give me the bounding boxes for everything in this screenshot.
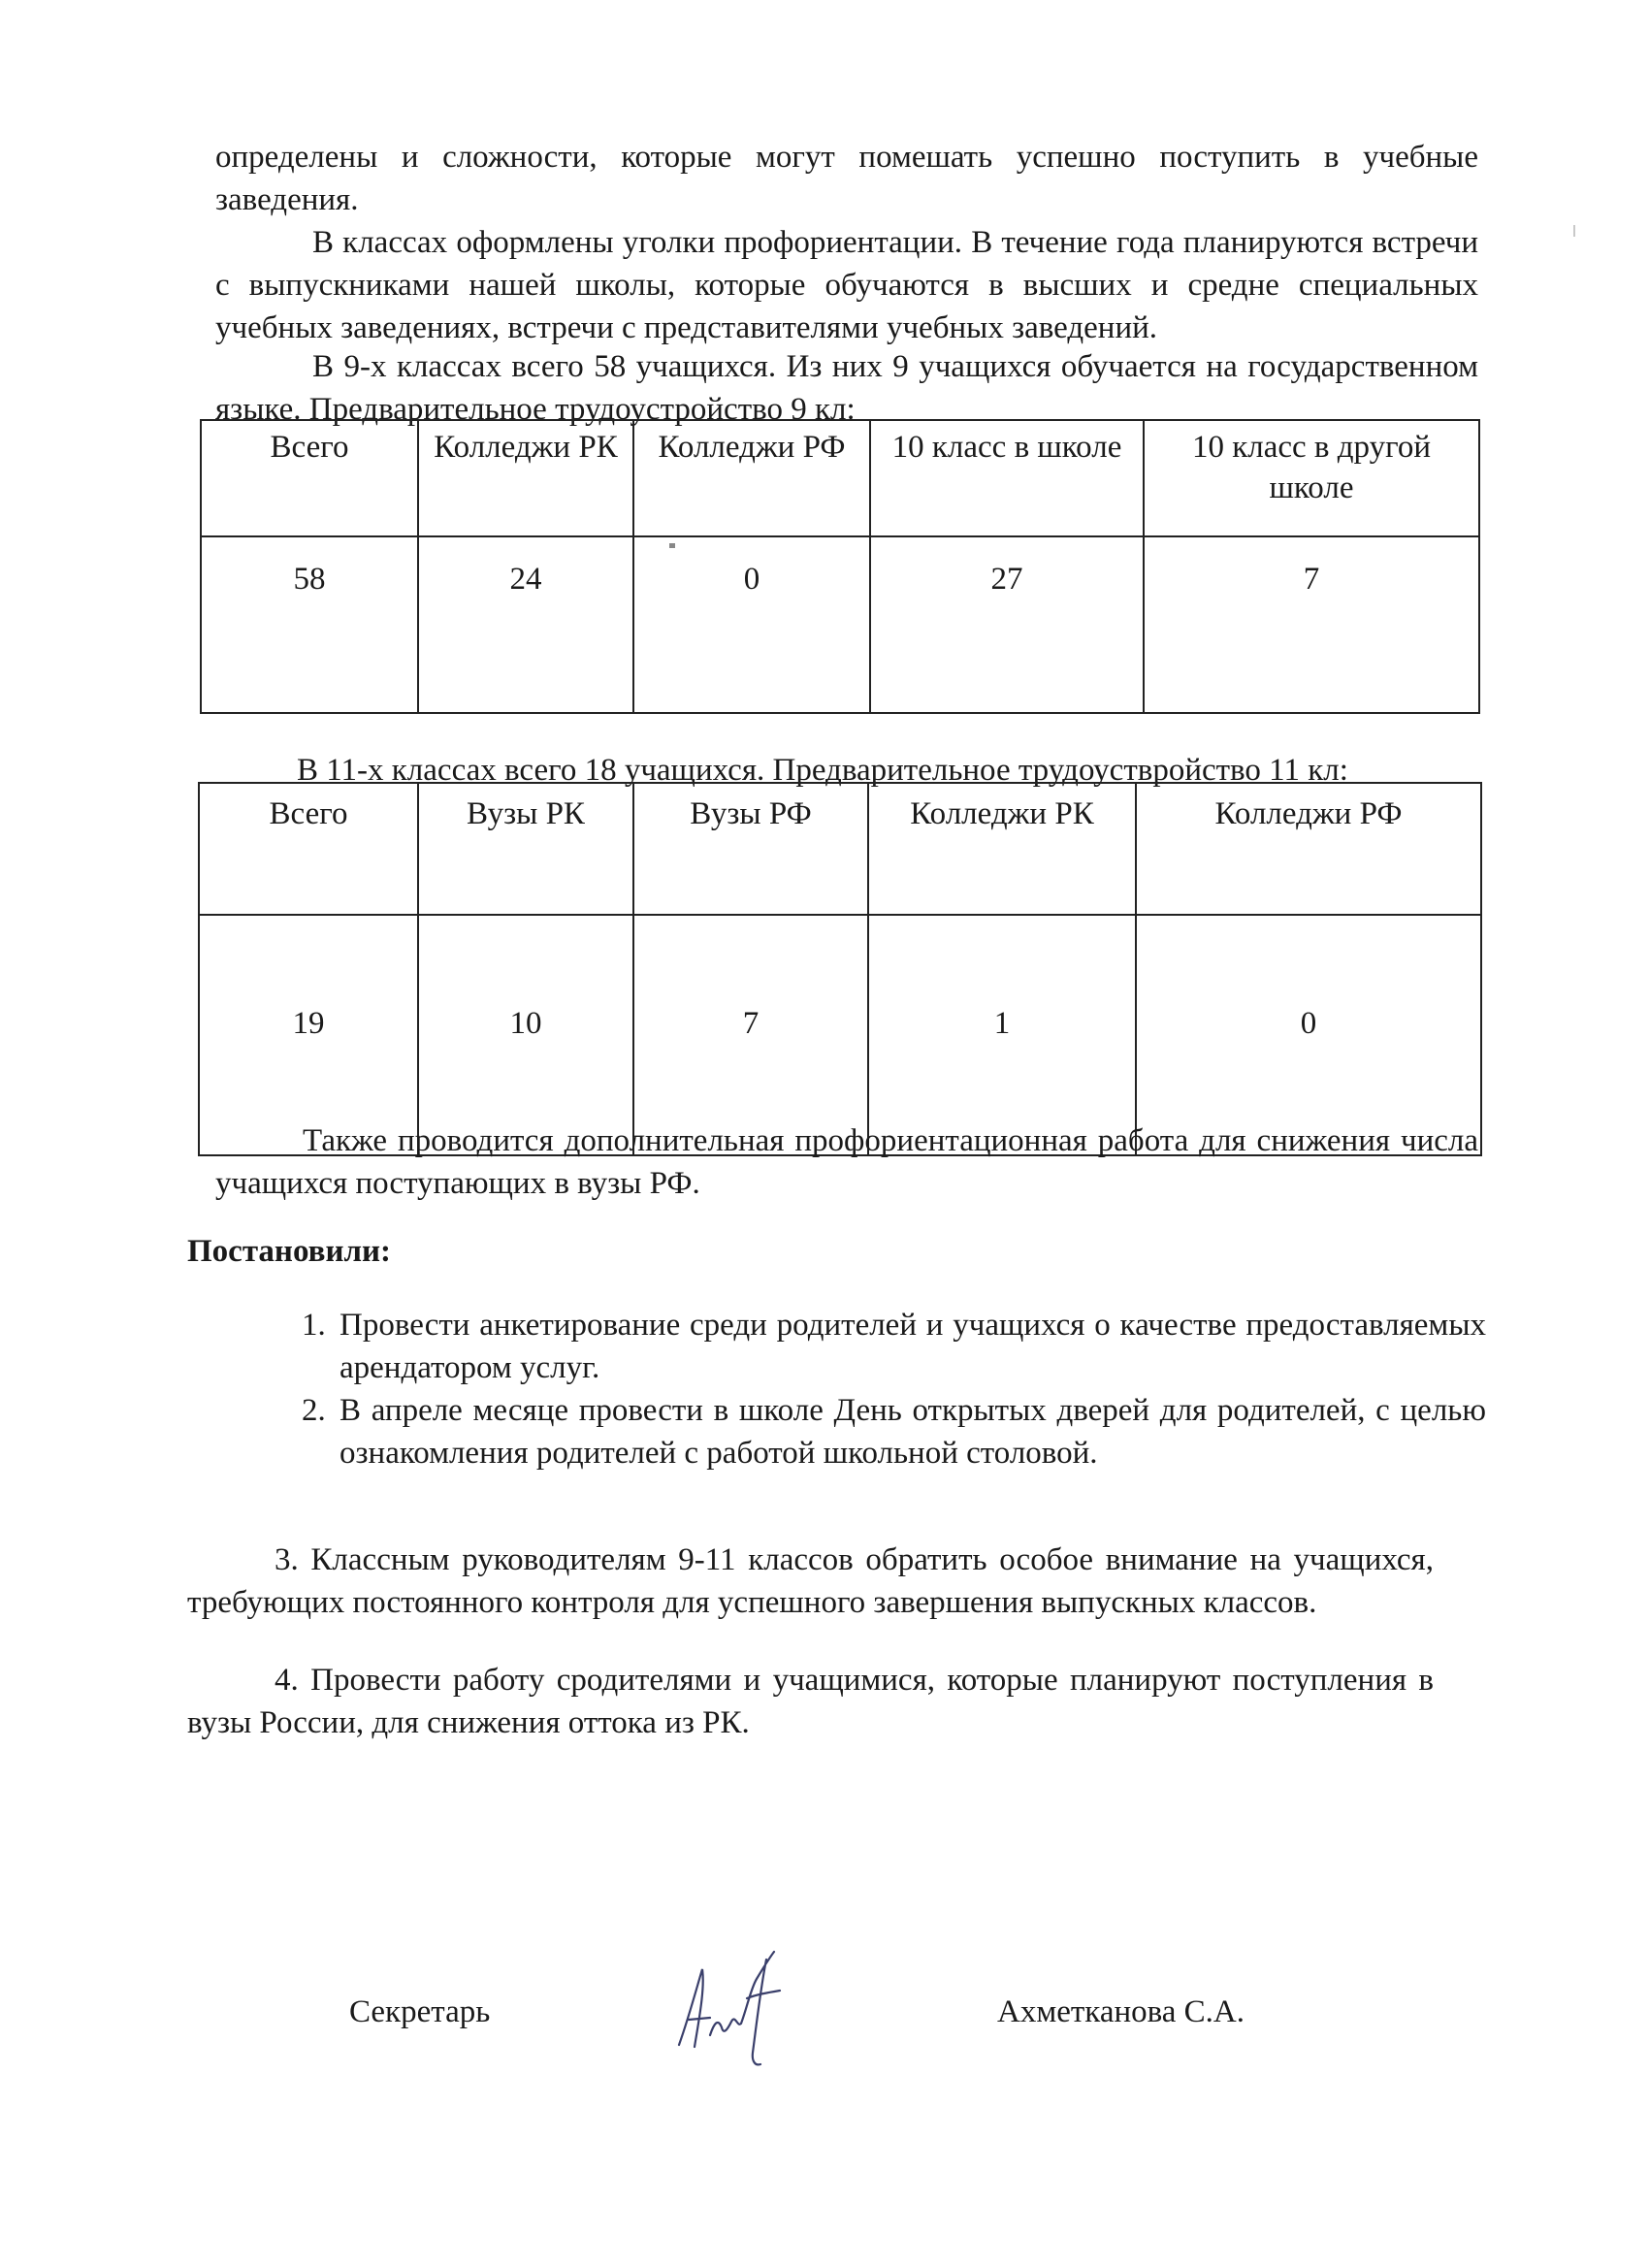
header-cell: Всего: [199, 783, 418, 915]
table-row: [201, 536, 1479, 713]
header-cell: Вузы РФ: [633, 783, 868, 915]
handwritten-signature: [660, 1930, 815, 2076]
grade11-placement-table: [198, 782, 1482, 1156]
value-cell: 24: [418, 536, 633, 713]
header-cell: Всего: [201, 420, 418, 536]
grade9-placement-table: [200, 419, 1480, 714]
paragraph-difficulties: определены и сложности, которые могут помешать успешно поступить в учебные заведения.: [215, 140, 1478, 217]
paragraph-career-corners: В классах оформлены уголки профориентации. В течение года планируются встречи с выпускниками нашей школы, которые обучаются в высших и средне специальных учебных заведениях, встречи с представителями учебных заведений.: [215, 225, 1478, 345]
decision-item-3: 3. Классным руководителям 9-11 классов обратить особое внимание на учащихся, требующих постоянного контроля для успешного завершения выпускных классов.: [187, 1542, 1434, 1620]
value-cell: 10: [418, 915, 633, 1155]
signature-role: Секретарь: [349, 1994, 491, 2029]
header-cell: Колледжи РФ: [1136, 783, 1481, 915]
value-cell: 19: [199, 915, 418, 1155]
value-cell: 7: [633, 915, 868, 1155]
value-cell: 7: [1144, 536, 1479, 713]
decision-item-4: 4. Провести работу сродителями и учащимися, которые планируют поступления в вузы России, для снижения оттока из РК.: [187, 1663, 1434, 1740]
paragraph-additional-work: Также проводится дополнительная профориентационная работа для снижения числа учащихся поступающих в вузы РФ.: [215, 1123, 1478, 1201]
list-item: 2. В апреле месяце провести в школе День открытых дверей для родителей, с целью ознакомления родителей с работой школьной столовой.: [334, 1389, 1486, 1474]
paragraph-grade9-intro: В 9-х классах всего 58 учащихся. Из них 9 учащихся обучается на государственном языке. Предварительное трудоустройство 9 кл:: [215, 349, 1478, 427]
header-cell: Вузы РК: [418, 783, 633, 915]
value-cell: 58: [201, 536, 418, 713]
header-cell: Колледжи РК: [868, 783, 1136, 915]
decisions-list: [281, 1304, 1486, 1474]
list-item: 1. Провести анкетирование среди родителей и учащихся о качестве предоставляемых арендатором услуг.: [334, 1304, 1486, 1389]
scan-mark: [669, 543, 675, 548]
decisions-heading: Постановили:: [187, 1234, 391, 1269]
value-cell: 27: [870, 536, 1144, 713]
signature-name: Ахметканова С.А.: [997, 1994, 1245, 2029]
table-header-row: [201, 420, 1479, 536]
value-cell: 1: [868, 915, 1136, 1155]
table-header-row: [199, 783, 1481, 915]
header-cell: 10 класс в школе: [870, 420, 1144, 536]
header-cell: Колледжи РФ: [633, 420, 870, 536]
header-cell: 10 класс в другой школе: [1144, 420, 1479, 536]
header-cell: Колледжи РК: [418, 420, 633, 536]
value-cell: 0: [633, 536, 870, 713]
value-cell: 0: [1136, 915, 1481, 1155]
paragraph-grade11-intro: В 11-х классах всего 18 учащихся. Предварительное трудоуствройство 11 кл:: [297, 753, 1348, 788]
scan-mark: [1573, 225, 1575, 237]
